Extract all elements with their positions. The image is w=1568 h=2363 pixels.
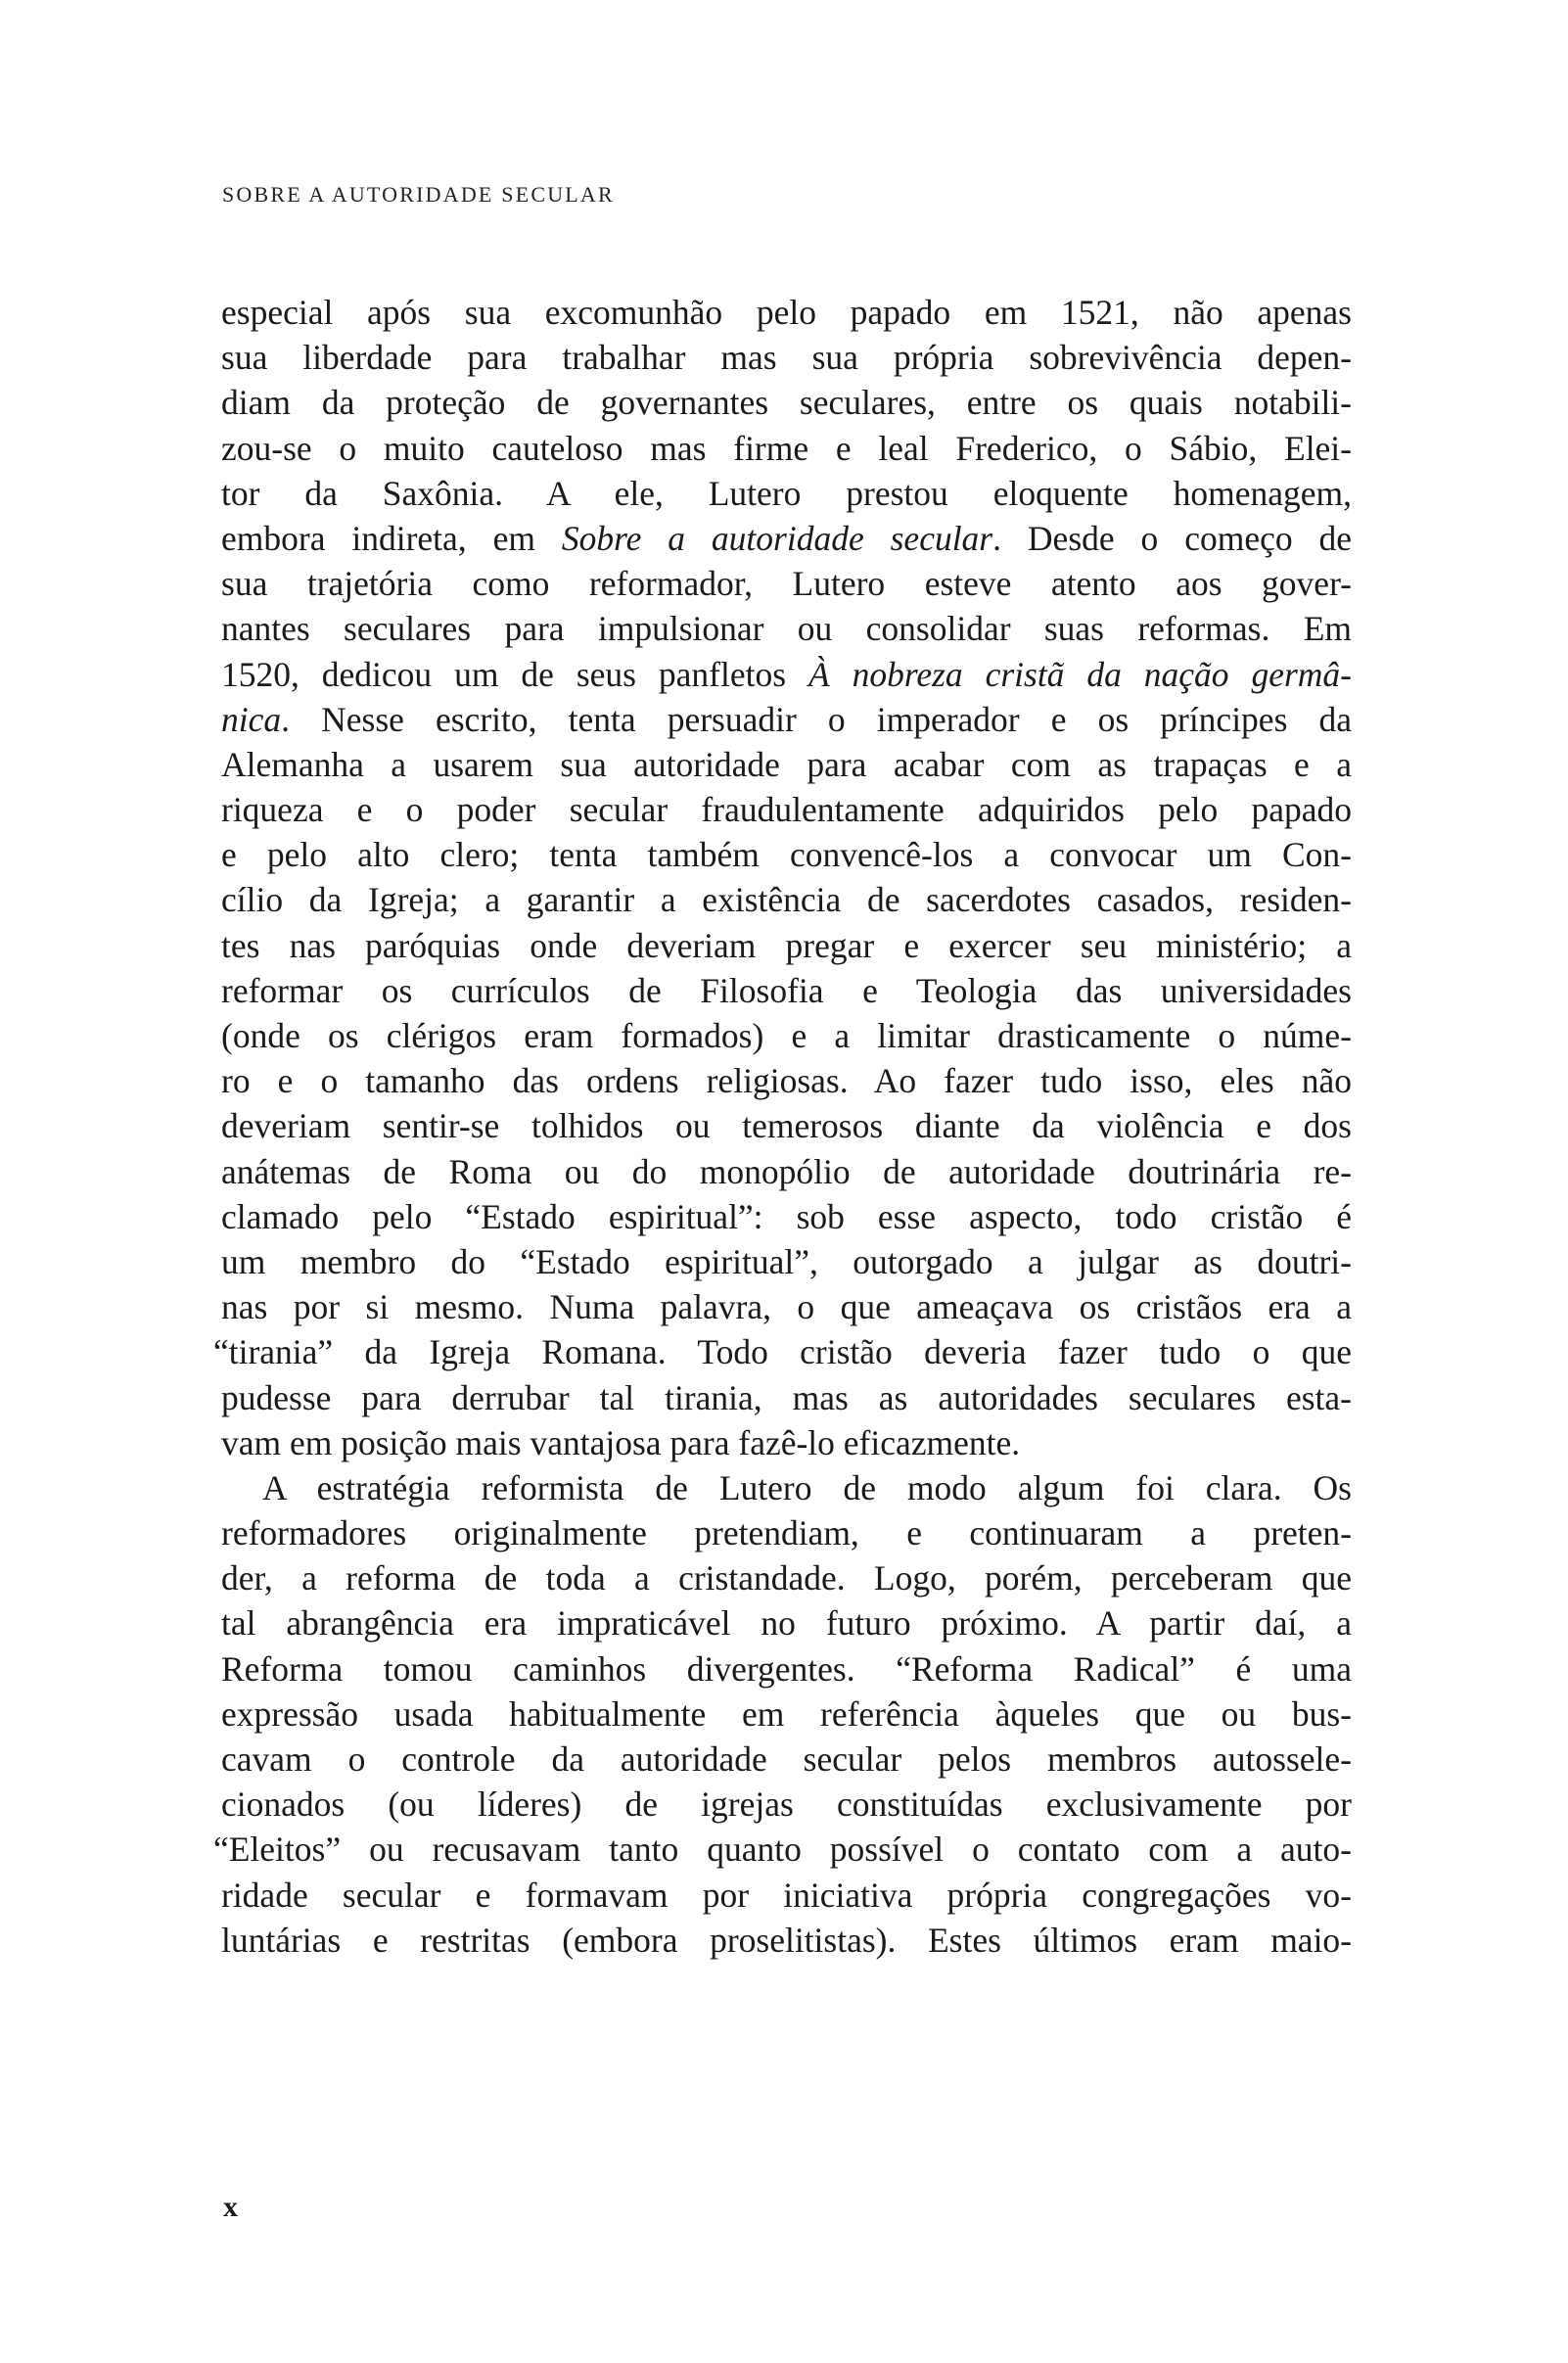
text-line bbox=[221, 1600, 1352, 1645]
text-run: “Eleitos” ou recusavam tanto quanto possível o contato com a auto- bbox=[213, 1830, 1352, 1870]
text-line bbox=[213, 1329, 1352, 1374]
body-text bbox=[213, 290, 1353, 1963]
text-run: zou-se o muito cauteloso mas firme e leal Frederico, o Sábio, Elei- bbox=[221, 428, 1352, 468]
text-run: 1520, dedicou um de seus panfletos bbox=[221, 654, 808, 694]
text-line bbox=[221, 923, 1352, 968]
text-run: tal abrangência era impraticável no futuro próximo. A partir daí, a bbox=[221, 1603, 1352, 1644]
text-run: especial após sua excomunhão pelo papado em 1521, não apenas bbox=[221, 293, 1352, 332]
text-run: sua liberdade para trabalhar mas sua própria sobrevivência depen- bbox=[221, 338, 1352, 378]
text-line bbox=[221, 426, 1352, 471]
text-run: ridade secular e formavam por iniciativa própria congregações vo- bbox=[221, 1875, 1352, 1915]
text-line bbox=[221, 1375, 1352, 1420]
text-run: deveriam sentir-se tolhidos ou temerosos diante da violência e dos bbox=[221, 1106, 1352, 1146]
text-line bbox=[213, 1827, 1352, 1872]
text-run: embora indireta, em bbox=[221, 518, 562, 558]
paragraph bbox=[213, 1465, 1352, 1963]
text-run: vam em posição mais vantajosa para fazê-lo eficazmente. bbox=[221, 1422, 1021, 1462]
italic-title: Sobre a autoridade secular bbox=[561, 518, 993, 558]
text-run: . Desde o começo de bbox=[992, 518, 1353, 558]
text-run: . Nesse escrito, tenta persuadir o imperador e os príncipes da bbox=[281, 699, 1352, 739]
text-line bbox=[221, 968, 1352, 1013]
text-line bbox=[221, 1691, 1352, 1737]
text-run: clamado pelo “Estado espiritual”: sob esse aspecto, todo cristão é bbox=[221, 1196, 1352, 1236]
text-line bbox=[221, 1239, 1352, 1284]
italic-title: À nobreza cristã da nação germâ- bbox=[807, 654, 1352, 694]
paragraph bbox=[213, 290, 1353, 1465]
text-line bbox=[221, 652, 1352, 697]
text-run: reformar os currículos de Filosofia e Teologia das universidades bbox=[221, 970, 1352, 1010]
text-run: cavam o controle da autoridade secular pelos membros autossele- bbox=[221, 1739, 1352, 1779]
text-run: luntárias e restritas (embora proselitistas). Estes últimos eram maio- bbox=[221, 1920, 1352, 1960]
text-run: diam da proteção de governantes seculares, entre os quais notabili- bbox=[221, 383, 1352, 423]
text-line bbox=[221, 1873, 1352, 1918]
text-line bbox=[221, 1194, 1352, 1239]
text-line bbox=[221, 1103, 1352, 1148]
text-run: (onde os clérigos eram formados) e a limitar drasticamente o núme- bbox=[221, 1016, 1352, 1055]
text-run: cílio da Igreja; a garantir a existência de sacerdotes casados, residen- bbox=[221, 880, 1352, 920]
text-run: e pelo alto clero; tenta também convencê-los a convocar um Con- bbox=[221, 835, 1352, 875]
text-line bbox=[221, 1284, 1352, 1329]
text-line bbox=[221, 290, 1352, 335]
text-run: sua trajetória como reformador, Lutero esteve atento aos gover- bbox=[221, 564, 1352, 604]
text-line bbox=[221, 1737, 1352, 1782]
text-line bbox=[221, 877, 1352, 922]
text-run: reformadores originalmente pretendiam, e continuaram a preten- bbox=[221, 1513, 1352, 1553]
text-line bbox=[221, 1918, 1352, 1963]
text-run: cionados (ou líderes) de igrejas constituídas exclusivamente por bbox=[221, 1784, 1352, 1825]
text-line bbox=[221, 787, 1352, 832]
text-run: anátemas de Roma ou do monopólio de autoridade doutrinária re- bbox=[221, 1151, 1352, 1191]
text-run: tes nas paróquias onde deveriam pregar e exercer seu ministério; a bbox=[221, 925, 1352, 965]
text-run: riqueza e o poder secular fraudulentamente adquiridos pelo papado bbox=[221, 790, 1352, 830]
text-line bbox=[221, 1465, 1352, 1510]
text-line bbox=[221, 1420, 1352, 1465]
text-run: “tirania” da Igreja Romana. Todo cristão deveria fazer tudo o que bbox=[213, 1332, 1352, 1372]
text-run: tor da Saxônia. A ele, Lutero prestou eloquente homenagem, bbox=[221, 473, 1352, 513]
text-line bbox=[221, 561, 1352, 606]
text-run: A estratégia reformista de Lutero de modo algum foi clara. Os bbox=[262, 1467, 1352, 1507]
text-run: nantes seculares para impulsionar ou consolidar suas reformas. Em bbox=[221, 609, 1352, 649]
text-line bbox=[221, 606, 1352, 651]
text-line bbox=[221, 742, 1352, 787]
text-line bbox=[221, 697, 1352, 742]
text-line bbox=[221, 471, 1352, 516]
text-run: nas por si mesmo. Numa palavra, o que ameaçava os cristãos era a bbox=[221, 1287, 1352, 1327]
text-line bbox=[221, 1555, 1352, 1600]
text-line bbox=[221, 1510, 1352, 1555]
text-line bbox=[221, 832, 1352, 877]
text-line bbox=[221, 1013, 1352, 1058]
text-line bbox=[221, 1058, 1352, 1103]
text-line bbox=[221, 516, 1352, 561]
text-run: Reforma tomou caminhos divergentes. “Reforma Radical” é uma bbox=[221, 1648, 1352, 1689]
text-line bbox=[221, 380, 1352, 425]
text-line bbox=[221, 1646, 1352, 1691]
page-number: x bbox=[223, 2191, 238, 2223]
text-line bbox=[221, 1149, 1352, 1194]
text-run: um membro do “Estado espiritual”, outorgado a julgar as doutri- bbox=[221, 1241, 1352, 1281]
italic-title: nica bbox=[221, 699, 282, 739]
text-run: expressão usada habitualmente em referência àqueles que ou bus- bbox=[221, 1693, 1352, 1734]
text-run: ro e o tamanho das ordens religiosas. Ao fazer tudo isso, eles não bbox=[221, 1061, 1352, 1101]
text-run: pudesse para derrubar tal tirania, mas as autoridades seculares esta- bbox=[221, 1377, 1352, 1417]
text-run: Alemanha a usarem sua autoridade para acabar com as trapaças e a bbox=[221, 744, 1352, 784]
text-run: der, a reforma de toda a cristandade. Logo, porém, perceberam que bbox=[221, 1558, 1352, 1598]
running-header: SOBRE A AUTORIDADE SECULAR bbox=[222, 182, 615, 207]
text-line bbox=[221, 335, 1352, 380]
text-line bbox=[221, 1782, 1352, 1827]
